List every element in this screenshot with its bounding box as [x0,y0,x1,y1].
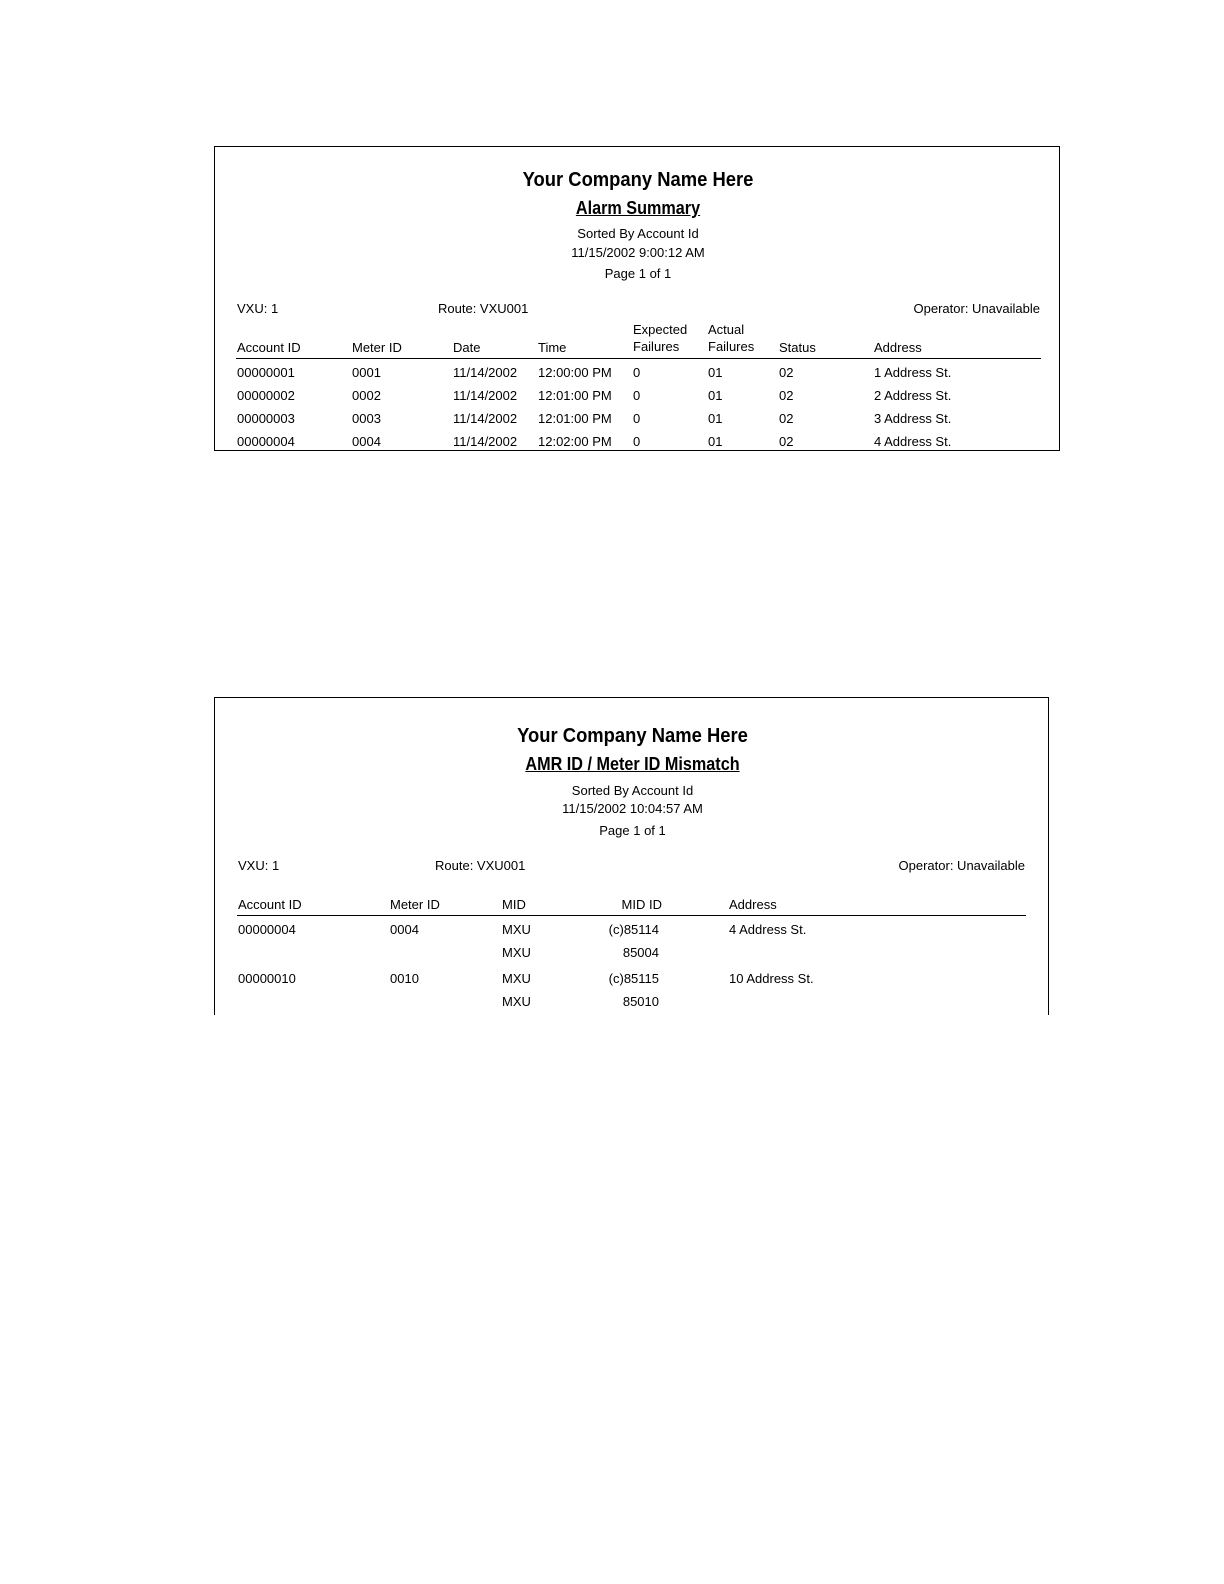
cell-date: 11/14/2002 [453,388,518,403]
cell-expected: 0 [633,365,641,380]
cell-actual: 01 [708,365,723,380]
route-label: Route: VXU001 [435,858,526,873]
cell-time: 12:01:00 PM [538,388,612,403]
cell-mid: MXU [502,971,531,986]
header-account-id: Account ID [238,897,302,912]
cell-mid: MXU [502,945,531,960]
cell-account-id: 00000004 [238,922,296,937]
cell-meter-id: 0003 [352,411,381,426]
cell-address: 1 Address St. [874,365,952,380]
cell-account-id: 00000010 [238,971,296,986]
header-meter-id: Meter ID [390,897,440,912]
cell-actual: 01 [708,434,723,449]
cell-expected: 0 [633,411,641,426]
cell-expected: 0 [633,388,641,403]
company-name: Your Company Name Here [517,725,748,747]
cell-status: 02 [779,388,794,403]
cell-expected: 0 [633,434,641,449]
cell-actual: 01 [708,388,723,403]
header-address: Address [729,897,777,912]
operator-label: Operator: Unavailable [898,858,1025,873]
route-label: Route: VXU001 [438,301,529,316]
header-time: Time [538,340,567,355]
cell-mid: MXU [502,922,531,937]
header-divider [237,915,1026,916]
mismatch-report [214,697,1049,1015]
header-actual-line1: Actual [708,322,745,337]
cell-address: 10 Address St. [729,971,814,986]
alarm-summary-report [214,146,1060,451]
cell-account-id: 00000001 [237,365,295,380]
cell-time: 12:00:00 PM [538,365,612,380]
header-meter-id: Meter ID [352,340,402,355]
header-mid-id: MID ID [621,897,662,912]
vxu-label: VXU: 1 [238,858,280,873]
page-number: Page 1 of 1 [599,823,666,838]
report-title: Alarm Summary [575,198,701,218]
sorted-by: Sorted By Account Id [571,783,694,798]
header-status: Status [779,340,816,355]
header-divider [236,358,1041,359]
cell-time: 12:01:00 PM [538,411,612,426]
cell-account-id: 00000003 [237,411,295,426]
cell-mid-id: (c)85114 [608,922,659,937]
report-datetime: 11/15/2002 10:04:57 AM [562,801,703,816]
cell-account-id: 00000004 [237,434,295,449]
header-expected-line1: Expected [633,322,688,337]
cell-account-id: 00000002 [237,388,295,403]
vxu-label: VXU: 1 [237,301,279,316]
header-account-id: Account ID [237,340,301,355]
cell-status: 02 [779,411,794,426]
company-name: Your Company Name Here [522,169,754,191]
cell-address: 2 Address St. [874,388,952,403]
cell-time: 12:02:00 PM [538,434,612,449]
cell-status: 02 [779,434,794,449]
report-title: AMR ID / Meter ID Mismatch [525,754,740,774]
report-datetime: 11/15/2002 9:00:12 AM [571,245,705,260]
cell-meter-id: 0001 [352,365,381,380]
header-expected-line2: Failures [633,339,680,354]
cell-address: 4 Address St. [729,922,807,937]
cell-date: 11/14/2002 [453,365,518,380]
cell-date: 11/14/2002 [453,434,518,449]
sorted-by: Sorted By Account Id [577,226,699,241]
cell-mid-id: 85010 [622,994,659,1009]
cell-mid: MXU [502,994,531,1009]
header-address: Address [874,340,922,355]
page-number: Page 1 of 1 [604,266,672,281]
cell-meter-id: 0004 [352,434,381,449]
cell-date: 11/14/2002 [453,411,518,426]
cell-actual: 01 [708,411,723,426]
cell-address: 4 Address St. [874,434,952,449]
cell-address: 3 Address St. [874,411,952,426]
cell-mid-id: (c)85115 [608,971,659,986]
operator-label: Operator: Unavailable [913,301,1040,316]
cell-meter-id: 0002 [352,388,381,403]
cell-status: 02 [779,365,794,380]
cell-meter-id: 0004 [390,922,419,937]
cell-mid-id: 85004 [622,945,659,960]
cell-meter-id: 0010 [390,971,419,986]
header-date: Date [453,340,481,355]
header-mid: MID [502,897,526,912]
header-actual-line2: Failures [708,339,755,354]
